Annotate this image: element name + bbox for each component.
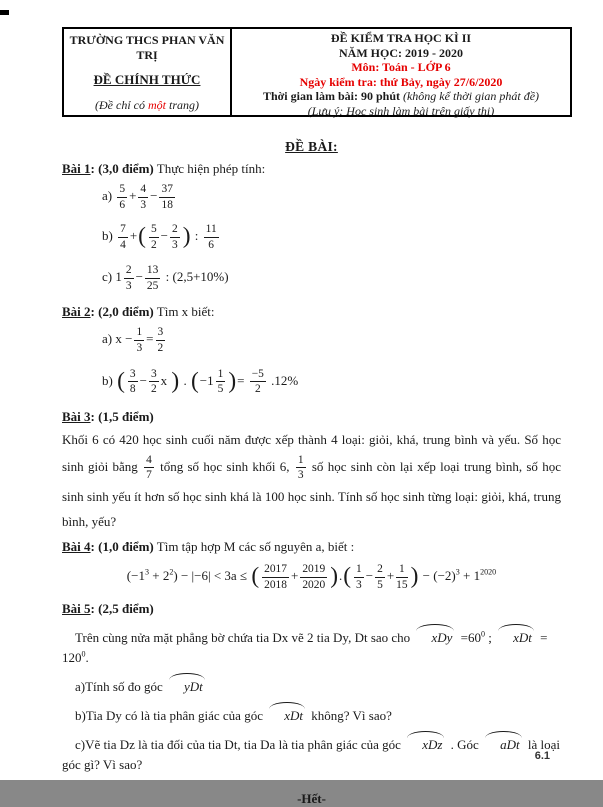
angle-arc: xDy xyxy=(416,626,454,648)
denominator: 2020 xyxy=(302,578,326,591)
big-paren: ) xyxy=(182,223,191,250)
fraction xyxy=(250,368,266,396)
page-count-note xyxy=(66,98,228,113)
superscript: 3 xyxy=(455,567,460,577)
angle-arc: aDt xyxy=(485,733,522,755)
problem-4-intro: Tìm tập hợp M các số nguyên a, biết : xyxy=(156,538,355,554)
problem-2-label: Bài 2 xyxy=(62,304,91,320)
duration-italic: (không kể thời gian phát đề) xyxy=(402,89,540,103)
fraction xyxy=(354,563,364,591)
numerator: 2 xyxy=(375,563,385,578)
numerator: 2019 xyxy=(300,563,327,578)
denominator: 18 xyxy=(161,198,173,211)
notice-rest: : Học sinh làm bài trên giấy thi) xyxy=(339,103,495,118)
problem-5-colon: : xyxy=(90,601,95,617)
problem-3-label: Bài 3 xyxy=(62,408,91,424)
notice-line xyxy=(234,104,568,119)
big-paren: ( xyxy=(190,367,199,394)
fraction xyxy=(204,223,219,251)
fraction xyxy=(149,368,159,396)
superscript: 0 xyxy=(480,629,485,639)
problem-4-heading xyxy=(62,539,561,555)
numerator: 5 xyxy=(149,223,159,238)
note-post: trang) xyxy=(165,97,199,112)
big-paren: ( xyxy=(343,563,352,590)
denominator: 6 xyxy=(119,198,126,211)
problem-1-colon: : xyxy=(90,161,95,176)
denominator: 2018 xyxy=(264,578,287,591)
numerator: 3 xyxy=(156,326,166,341)
denominator: 3 xyxy=(356,578,362,591)
angle-arc: xDz xyxy=(407,733,444,755)
denominator: 7 xyxy=(146,469,152,482)
numerator: 2 xyxy=(170,223,180,238)
numerator: 4 xyxy=(144,454,154,469)
numerator: 4 xyxy=(138,183,148,198)
end-marker: -Hết- xyxy=(297,791,326,807)
problem-5-heading xyxy=(62,601,561,617)
duration-bold: Thời gian làm bài: 90 phút xyxy=(262,89,403,103)
fraction xyxy=(134,326,144,354)
big-paren: ) xyxy=(330,563,338,590)
superscript: 2 xyxy=(169,567,174,577)
superscript: 0 xyxy=(81,649,86,659)
fraction xyxy=(170,223,180,251)
superscript: 3 xyxy=(144,567,149,577)
numerator: −5 xyxy=(250,368,266,383)
angle-arc: yDt xyxy=(169,675,205,697)
fraction xyxy=(118,223,128,251)
numerator: 1 xyxy=(216,368,226,383)
denominator: 2 xyxy=(150,383,157,396)
problem-4-colon: : xyxy=(90,538,95,554)
big-paren: ) xyxy=(228,367,237,394)
problem-1-item-c: c) 1 $\frac{2}{3}$ − $\frac{13}{25}$ : (2,5+10%) xyxy=(102,264,229,292)
exam-date-line: Ngày kiểm tra: thứ Bảy, ngày 27/6/2020 xyxy=(299,74,503,89)
big-paren: ) xyxy=(410,563,419,590)
problem-2-points: (2,0 điểm) xyxy=(98,304,154,320)
header-left-cell xyxy=(64,29,232,115)
problem-2-colon: : xyxy=(90,304,95,320)
denominator: 3 xyxy=(136,342,143,355)
denominator: 3 xyxy=(297,469,304,482)
page-number: 6.1 xyxy=(534,750,550,762)
fraction xyxy=(296,454,306,482)
big-paren: ( xyxy=(138,223,146,250)
big-paren: ( xyxy=(117,367,125,394)
numerator: 11 xyxy=(204,223,219,238)
denominator: 3 xyxy=(125,279,132,292)
problem-5-item-c: c)Vẽ tia Dz là tia đối của tia Dt, tia Da là tia phân giác của góc xDz . Góc aDt là loại góc gì? Vì sao? xyxy=(62,733,561,775)
header-table xyxy=(62,27,572,117)
denominator: 8 xyxy=(129,383,136,396)
problem-1-item-a: a) $\frac{5}{6}$ + $\frac{4}{3}$ − $\frac{37}{18}$ xyxy=(102,183,173,211)
denominator: 2 xyxy=(157,342,164,355)
fraction xyxy=(149,223,159,251)
fraction xyxy=(128,368,138,396)
problem-1-points: (3,0 điểm) xyxy=(98,161,154,176)
problem-3-text: Khối 6 có 420 học sinh cuối năm được xếp thành 4 loại: giỏi, khá, trung bình và yếu. Số học sinh giỏi bằng $\frac{4}{7}$ tổng số học sinh khối 6, $\frac{1}{3}$ số học sinh còn lại xếp loại trung bình, số học sinh sinh yếu ít hơn số học sinh khá là 100 học sinh. Tính số học sinh từng loại: giỏi, khá, trung bình, yếu? xyxy=(62,431,561,529)
fraction xyxy=(117,183,127,211)
numerator: 2017 xyxy=(262,563,289,578)
problem-1-intro: Thực hiện phép tính: xyxy=(156,161,266,176)
note-pre: (Đề chỉ có xyxy=(95,97,148,112)
fraction xyxy=(144,454,154,482)
numerator: 1 xyxy=(134,326,144,341)
problem-5-label: Bài 5 xyxy=(62,601,91,617)
note-highlight: một xyxy=(147,97,166,112)
big-paren: ) xyxy=(171,367,180,394)
denominator: 2 xyxy=(254,383,261,396)
subject-line: Môn: Toán - LỚP 6 xyxy=(351,60,451,74)
notice-open: ( xyxy=(307,103,312,118)
header-right-cell xyxy=(232,29,570,118)
problem-5-item-b: b)Tia Dy có là tia phân giác của góc xDt không? Vì sao? xyxy=(62,704,561,726)
problem-4-label: Bài 4 xyxy=(62,538,91,554)
numerator: 13 xyxy=(145,264,160,279)
problem-1-heading xyxy=(62,161,561,177)
school-name: TRƯỜNG THCS PHAN VĂN TRỊ xyxy=(69,33,225,62)
problem-2-item-b: b) ( $\frac{3}{8}$ − $\frac{3}{2}$ x ) . (−1 $\frac{1}{5}$ )= $\frac{-5}{2}$ .12% xyxy=(102,367,299,396)
denominator: 3 xyxy=(140,198,147,211)
problem-1-label: Bài 1 xyxy=(62,161,91,176)
numerator: 3 xyxy=(128,368,138,383)
denominator: 25 xyxy=(146,279,159,292)
numerator: 37 xyxy=(159,183,174,198)
school-year: NĂM HỌC: 2019 - 2020 xyxy=(339,45,463,60)
exam-title: ĐỀ KIỂM TRA HỌC KÌ II xyxy=(330,31,472,45)
problem-2-item-a: a) x − $\frac{1}{3}$ = $\frac{3}{2}$ xyxy=(102,326,164,355)
fraction xyxy=(216,368,226,396)
fraction xyxy=(124,264,134,292)
numerator: 1 xyxy=(296,454,306,469)
fraction xyxy=(138,183,148,211)
section-title: ĐỀ BÀI: xyxy=(285,139,338,154)
problem-5-points: (2,5 điểm) xyxy=(98,601,154,617)
duration-line xyxy=(234,89,568,104)
numerator: 1 xyxy=(396,563,407,578)
scan-artifact-mark xyxy=(0,10,9,15)
problem-2-intro: Tìm x biết: xyxy=(156,304,215,320)
denominator: 5 xyxy=(217,383,224,396)
problem-2-heading xyxy=(62,304,561,320)
superscript: 2020 xyxy=(480,567,497,577)
problem-3-heading xyxy=(62,409,561,425)
problem-1-item-b: b) $\frac{7}{4}$ +( $\frac{5}{2}$ − $\frac{2}{3}$ ) : $\frac{11}{6}$ xyxy=(102,223,217,251)
denominator: 3 xyxy=(172,238,178,251)
exam-type: ĐỀ CHÍNH THỨC xyxy=(93,71,201,87)
numerator: 2 xyxy=(124,264,134,279)
problem-3-points: (1,5 điểm) xyxy=(98,408,154,424)
numerator: 3 xyxy=(149,368,159,383)
fraction xyxy=(159,183,174,211)
problem-3-colon: : xyxy=(90,408,95,424)
denominator: 4 xyxy=(120,238,126,251)
fraction xyxy=(375,563,385,591)
numerator: 7 xyxy=(118,223,128,238)
fraction xyxy=(145,264,160,292)
numerator: 5 xyxy=(117,183,127,198)
problem-5-intro: Trên cùng nửa mặt phẳng bờ chứa tia Dx vẽ 2 tia Dy, Dt sao cho xDy $=60^0$ ; xDt = $120^0$. xyxy=(62,626,561,668)
exam-body xyxy=(62,117,561,807)
denominator: 2 xyxy=(150,238,157,251)
fraction xyxy=(300,563,327,591)
denominator: 15 xyxy=(396,578,408,591)
problem-5-item-a: a)Tính số đo góc yDt xyxy=(62,675,561,697)
numerator: 1 xyxy=(354,563,364,578)
angle-arc: xDt xyxy=(498,626,534,648)
fraction xyxy=(156,326,166,354)
problem-4-formula: $(-1^3 + 2^2) - |-6| < 3a$ ≤ ( $\frac{2017}{2018}$ + $\frac{2019}{2020}$ ).( $\frac{1}{3}$ − $\frac{2}{5}$ + $\frac{1}{15}$ ) − $(-2)^3 + 1^{2020}$ xyxy=(126,562,497,591)
fraction xyxy=(262,563,289,591)
angle-arc: xDt xyxy=(269,704,305,726)
denominator: 6 xyxy=(208,238,215,251)
big-paren: ( xyxy=(251,563,260,590)
problem-4-points: (1,0 điểm) xyxy=(98,538,154,554)
notice-label: Lưu ý xyxy=(311,103,340,118)
denominator: 5 xyxy=(377,578,383,591)
fraction xyxy=(396,563,407,591)
